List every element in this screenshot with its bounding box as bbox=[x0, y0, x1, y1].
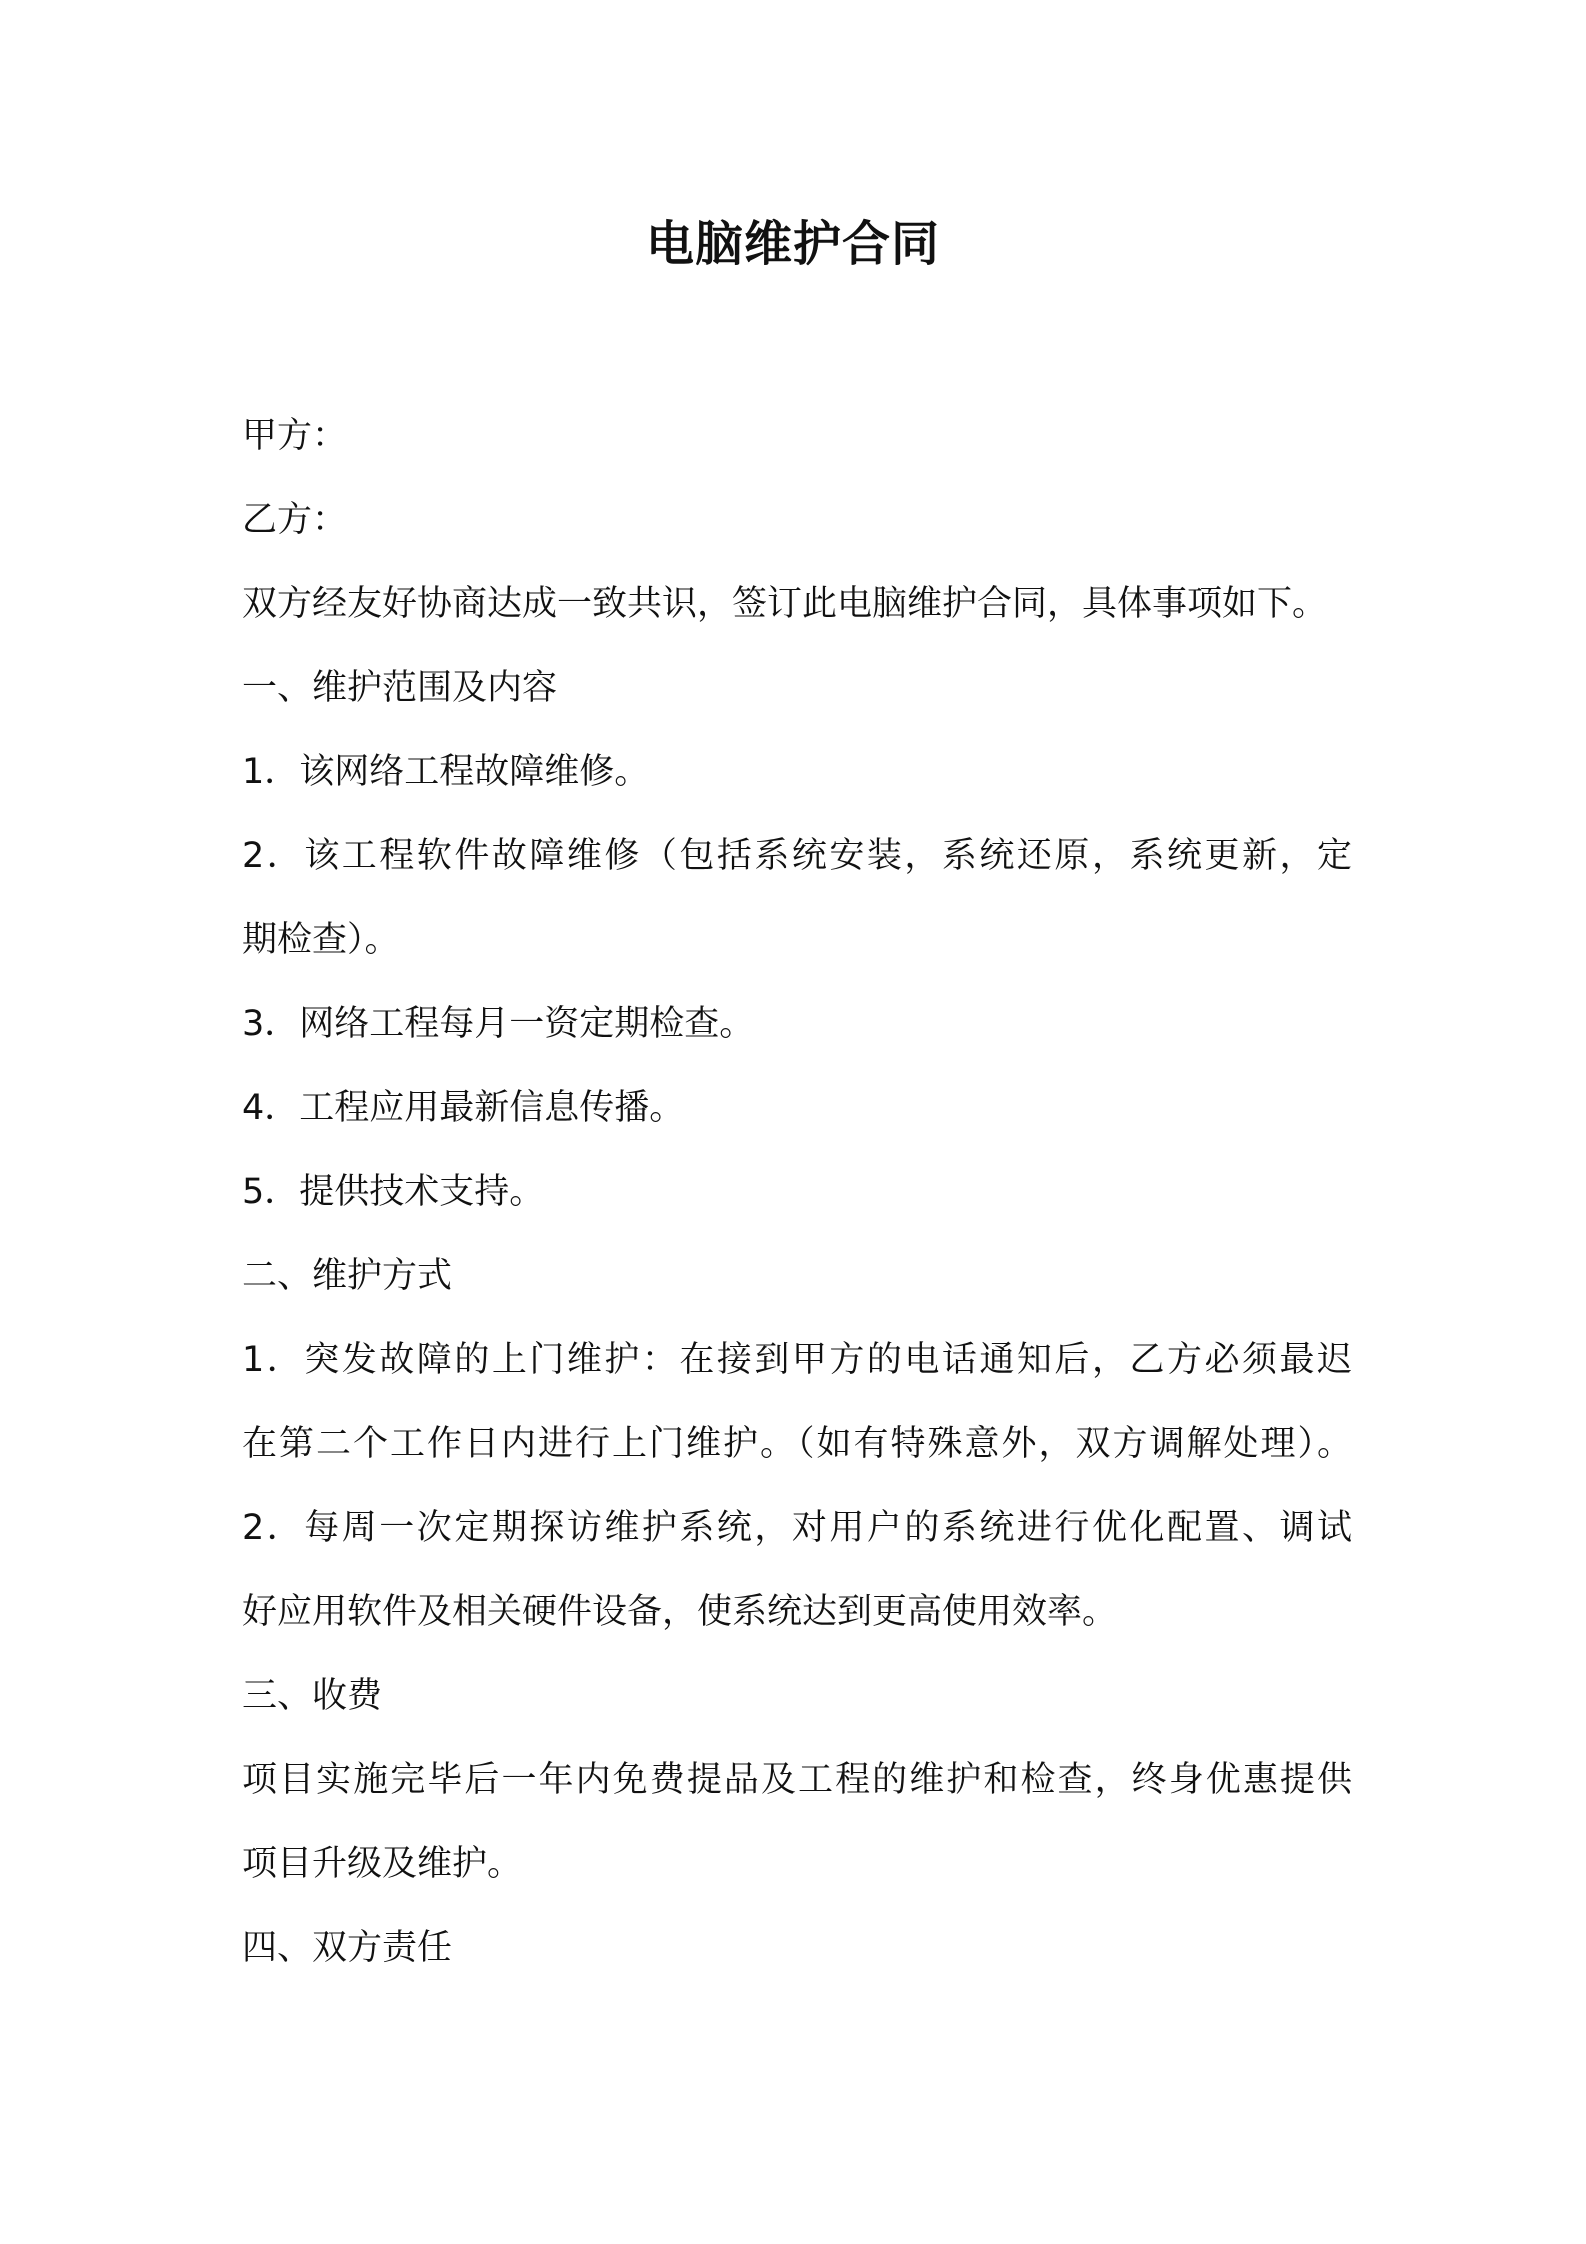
method-item-2-line-1: 2．每周一次定期探访维护系统，对用户的系统进行优化配置、调试 bbox=[242, 1508, 1352, 1548]
method-item-2-line-2: 好应用软件及相关硬件设备，使系统达到更高使用效率。 bbox=[242, 1592, 1118, 1632]
section-heading-scope: 一、维护范围及内容 bbox=[242, 668, 558, 708]
intro-paragraph: 双方经友好协商达成一致共识，签订此电脑维护合同，具体事项如下。 bbox=[242, 584, 1328, 624]
section-heading-fees: 三、收费 bbox=[242, 1676, 383, 1716]
party-a-label: 甲方： bbox=[242, 416, 348, 456]
fees-paragraph-line-2: 项目升级及维护。 bbox=[242, 1844, 523, 1884]
party-b-label: 乙方： bbox=[242, 500, 348, 540]
scope-item-2-line-2: 期检查）。 bbox=[242, 920, 400, 960]
method-item-1-line-1: 1．突发故障的上门维护：在接到甲方的电话通知后，乙方必须最迟 bbox=[242, 1340, 1352, 1380]
section-heading-responsibilities: 四、双方责任 bbox=[242, 1928, 453, 1968]
scope-item-1: 1．该网络工程故障维修。 bbox=[242, 752, 650, 792]
method-item-1-line-2: 在第二个工作日内进行上门维护。（如有特殊意外，双方调解处理）。 bbox=[242, 1424, 1352, 1464]
section-heading-method: 二、维护方式 bbox=[242, 1256, 453, 1296]
document-title: 电脑维护合同 bbox=[645, 216, 940, 272]
scope-item-2-line-1: 2．该工程软件故障维修（包括系统安装，系统还原，系统更新，定 bbox=[242, 836, 1352, 876]
scope-item-3: 3．网络工程每月一资定期检查。 bbox=[242, 1004, 755, 1044]
fees-paragraph-line-1: 项目实施完毕后一年内免费提品及工程的维护和检查，终身优惠提供 bbox=[242, 1760, 1352, 1800]
scope-item-4: 4．工程应用最新信息传播。 bbox=[242, 1088, 685, 1128]
scope-item-5: 5．提供技术支持。 bbox=[242, 1172, 545, 1212]
